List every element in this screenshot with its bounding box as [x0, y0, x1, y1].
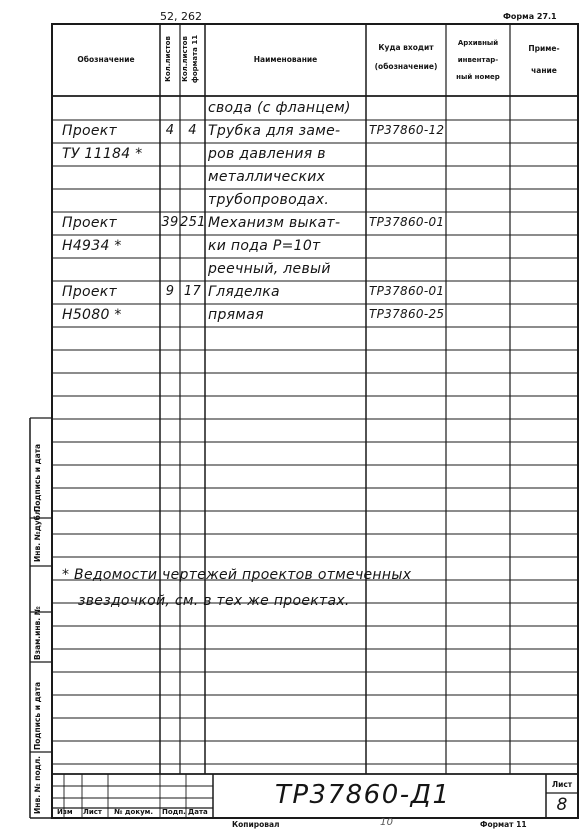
sheet-number: 8 — [556, 795, 568, 815]
row-format11: 251 — [180, 215, 206, 230]
row-name: Трубка для заме- — [208, 123, 341, 139]
row-designation: ТУ 11184 * — [62, 146, 143, 162]
col-where-header-line2: (обозначение) — [374, 62, 438, 71]
row-name: ров давления в — [208, 146, 326, 162]
tb-date: Дата — [188, 808, 208, 816]
col-archive-header-line3: ный номер — [456, 73, 500, 81]
row-name: прямая — [208, 307, 264, 323]
row-designation: Н5080 * — [62, 307, 122, 323]
col-archive-header-line2: инвентар- — [457, 56, 499, 64]
tb-izm: Изм — [57, 808, 73, 816]
stamp-replaced-inv: Взам.инв. № — [33, 606, 42, 660]
col-sheets-header: Кол.листов — [164, 36, 172, 82]
row-name: ки пода Р=10т — [208, 238, 321, 254]
copied-label: Копировал — [232, 820, 280, 829]
col-f11-header-line2: формата 11 — [191, 34, 199, 84]
footnote-line-1: * Ведомости чертежей проектов отмеченных — [62, 567, 412, 583]
stamp-inv-dupl: Инв. №дубл. — [33, 506, 42, 562]
form-label: Форма 27.1 — [503, 12, 557, 21]
row-designation: Проект — [62, 215, 118, 231]
row-name: трубопроводах. — [208, 192, 330, 208]
top-number: 52, 262 — [160, 10, 202, 23]
row-name: Гляделка — [208, 284, 280, 300]
stamp-signature-date-2: Подпись и дата — [33, 681, 42, 750]
row-designation: Н4934 * — [62, 238, 122, 254]
col-designation-header: Обозначение — [77, 55, 135, 64]
row-name: свода (с фланцем) — [208, 100, 351, 116]
footnote-line-2: звездочкой, см. в тех же проектах. — [78, 593, 350, 609]
row-where-used: ТР37860-01 — [369, 284, 445, 298]
stamp-inv-original: Инв. № подл. — [33, 755, 42, 814]
tb-doc-no: № докум. — [114, 808, 154, 816]
row-name: Механизм выкат- — [208, 215, 341, 231]
row-sheets: 4 — [165, 123, 175, 138]
row-sheets: 9 — [165, 284, 175, 299]
col-note-header-line1: Приме- — [528, 44, 560, 53]
col-where-header-line1: Куда входит — [378, 43, 434, 52]
stamp-signature-date-1: Подпись и дата — [33, 443, 42, 512]
tb-bottom-mark: 10 — [380, 817, 394, 828]
row-format11: 17 — [183, 284, 202, 299]
row-name: металлических — [208, 169, 326, 185]
row-name: реечный, левый — [208, 261, 331, 277]
tb-signature: Подп. — [162, 808, 186, 816]
row-where-used: ТР37860-25 — [369, 307, 445, 321]
format-label: Формат 11 — [480, 820, 527, 829]
row-designation: Проект — [62, 284, 118, 300]
row-format11: 4 — [188, 123, 197, 138]
document-code: ТР37860-Д1 — [275, 780, 451, 810]
row-where-used: ТР37860-01 — [369, 215, 445, 229]
sheet-label: Лист — [551, 780, 573, 789]
row-where-used: ТР37860-12 — [369, 123, 445, 137]
row-designation: Проект — [62, 123, 118, 139]
col-note-header-line2: чание — [531, 66, 557, 75]
col-name-header: Наименование — [253, 55, 318, 64]
tb-list: Лист — [83, 808, 102, 816]
col-archive-header-line1: Архивный — [457, 39, 499, 47]
row-sheets: 39 — [161, 215, 179, 230]
col-f11-header-line1: Кол.листов — [181, 36, 189, 82]
